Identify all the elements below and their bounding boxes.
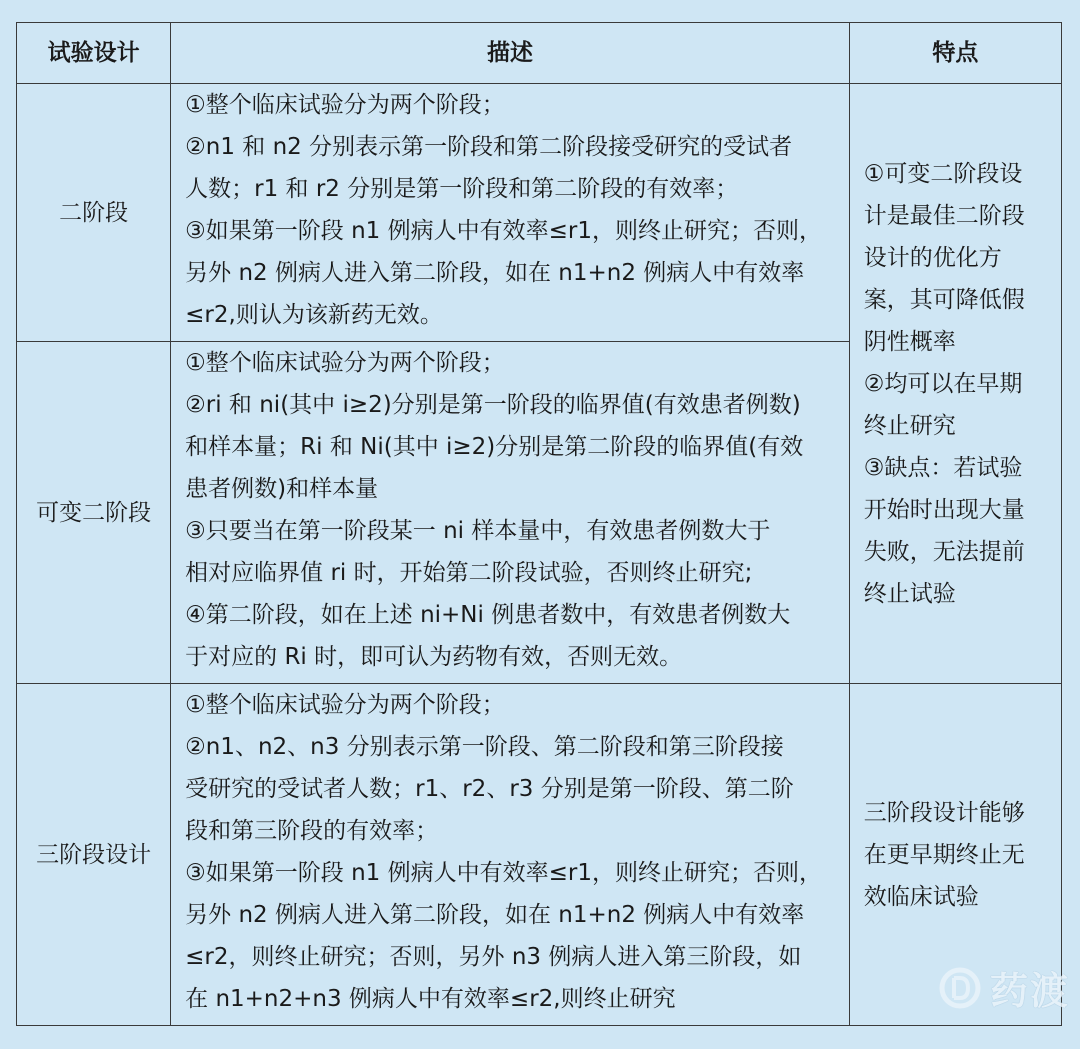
description-line: 受研究的受试者人数；r1、r2、r3 分别是第一阶段、第二阶 — [185, 776, 794, 802]
header-row — [17, 23, 1062, 84]
description-three-stage — [171, 684, 850, 1026]
feature-line: 开始时出现大量 — [863, 496, 1025, 523]
description-line: 人数；r1 和 r2 分别是第一阶段和第二阶段的有效率； — [185, 176, 739, 202]
description-line: ②ri 和 ni(其中 i≥2)分别是第一阶段的临界值(有效患者例数) — [185, 392, 801, 418]
table-row — [17, 684, 1062, 1026]
description-line: 于对应的 Ri 时，即可认为药物有效，否则无效。 — [185, 644, 683, 670]
description-line: 另外 n2 例病人进入第二阶段，如在 n1+n2 例病人中有效率 — [185, 902, 805, 928]
feature-line: 阴性概率 — [863, 328, 956, 355]
feature-line: 失败，无法提前 — [863, 538, 1025, 565]
design-name-two-stage: 二阶段 — [17, 84, 171, 342]
table-row — [17, 84, 1062, 342]
feature-line: 终止研究 — [863, 412, 956, 439]
feature-line: 效临床试验 — [863, 883, 979, 910]
feature-line: 终止试验 — [863, 580, 956, 607]
feature-line: ②均可以在早期 — [863, 370, 1023, 397]
description-line: ①整个临床试验分为两个阶段； — [185, 692, 505, 718]
description-line: 段和第三阶段的有效率； — [185, 818, 439, 844]
description-line: 和样本量；Ri 和 Ni(其中 i≥2)分别是第二阶段的临界值(有效 — [185, 434, 804, 460]
watermark-text: 药渡 — [989, 969, 1070, 1013]
feature-line: ①可变二阶段设 — [863, 160, 1023, 187]
feature-line: ③缺点：若试验 — [863, 454, 1023, 481]
design-name-three-stage: 三阶段设计 — [17, 684, 171, 1026]
header-features: 特点 — [849, 23, 1061, 84]
yaodu-logo-icon — [938, 966, 982, 1010]
feature-line: 设计的优化方 — [863, 244, 1002, 271]
description-line: ④第二阶段，如在上述 ni+Ni 例患者数中，有效患者例数大 — [185, 602, 791, 628]
description-line: 另外 n2 例病人进入第二阶段，如在 n1+n2 例病人中有效率 — [185, 260, 805, 286]
description-line: 患者例数)和样本量 — [185, 476, 379, 502]
design-name-variable-two-stage: 可变二阶段 — [17, 342, 171, 684]
description-line: ③如果第一阶段 n1 例病人中有效率≤r1，则终止研究；否则， — [185, 218, 822, 244]
description-line: ①整个临床试验分为两个阶段； — [185, 92, 505, 118]
description-line: 在 n1+n2+n3 例病人中有效率≤r2,则终止研究 — [185, 986, 676, 1012]
feature-line: 三阶段设计能够 — [863, 799, 1025, 826]
description-line: 相对应临界值 ri 时，开始第二阶段试验，否则终止研究; — [185, 560, 753, 586]
description-variable-two-stage — [171, 342, 850, 684]
feature-line: 计是最佳二阶段 — [863, 202, 1025, 229]
description-two-stage — [171, 84, 850, 342]
header-description: 描述 — [171, 23, 850, 84]
description-line: ②n1、n2、n3 分别表示第一阶段、第二阶段和第三阶段接 — [185, 734, 784, 760]
description-line: ②n1 和 n2 分别表示第一阶段和第二阶段接受研究的受试者 — [185, 134, 793, 160]
header-design: 试验设计 — [17, 23, 171, 84]
feature-line: 案，其可降低假 — [863, 286, 1025, 313]
description-line: ≤r2，则终止研究；否则，另外 n3 例病人进入第三阶段，如 — [185, 944, 802, 970]
feature-line: 在更早期终止无 — [863, 841, 1025, 868]
watermark — [938, 960, 1070, 1015]
description-line: ≤r2,则认为该新药无效。 — [185, 302, 443, 328]
description-line: ①整个临床试验分为两个阶段； — [185, 350, 505, 376]
description-line: ③只要当在第一阶段某一 ni 样本量中，有效患者例数大于 — [185, 518, 771, 544]
description-line: ③如果第一阶段 n1 例病人中有效率≤r1，则终止研究；否则， — [185, 860, 822, 886]
features-variable-two-stage — [849, 84, 1061, 684]
design-table — [16, 22, 1062, 1026]
